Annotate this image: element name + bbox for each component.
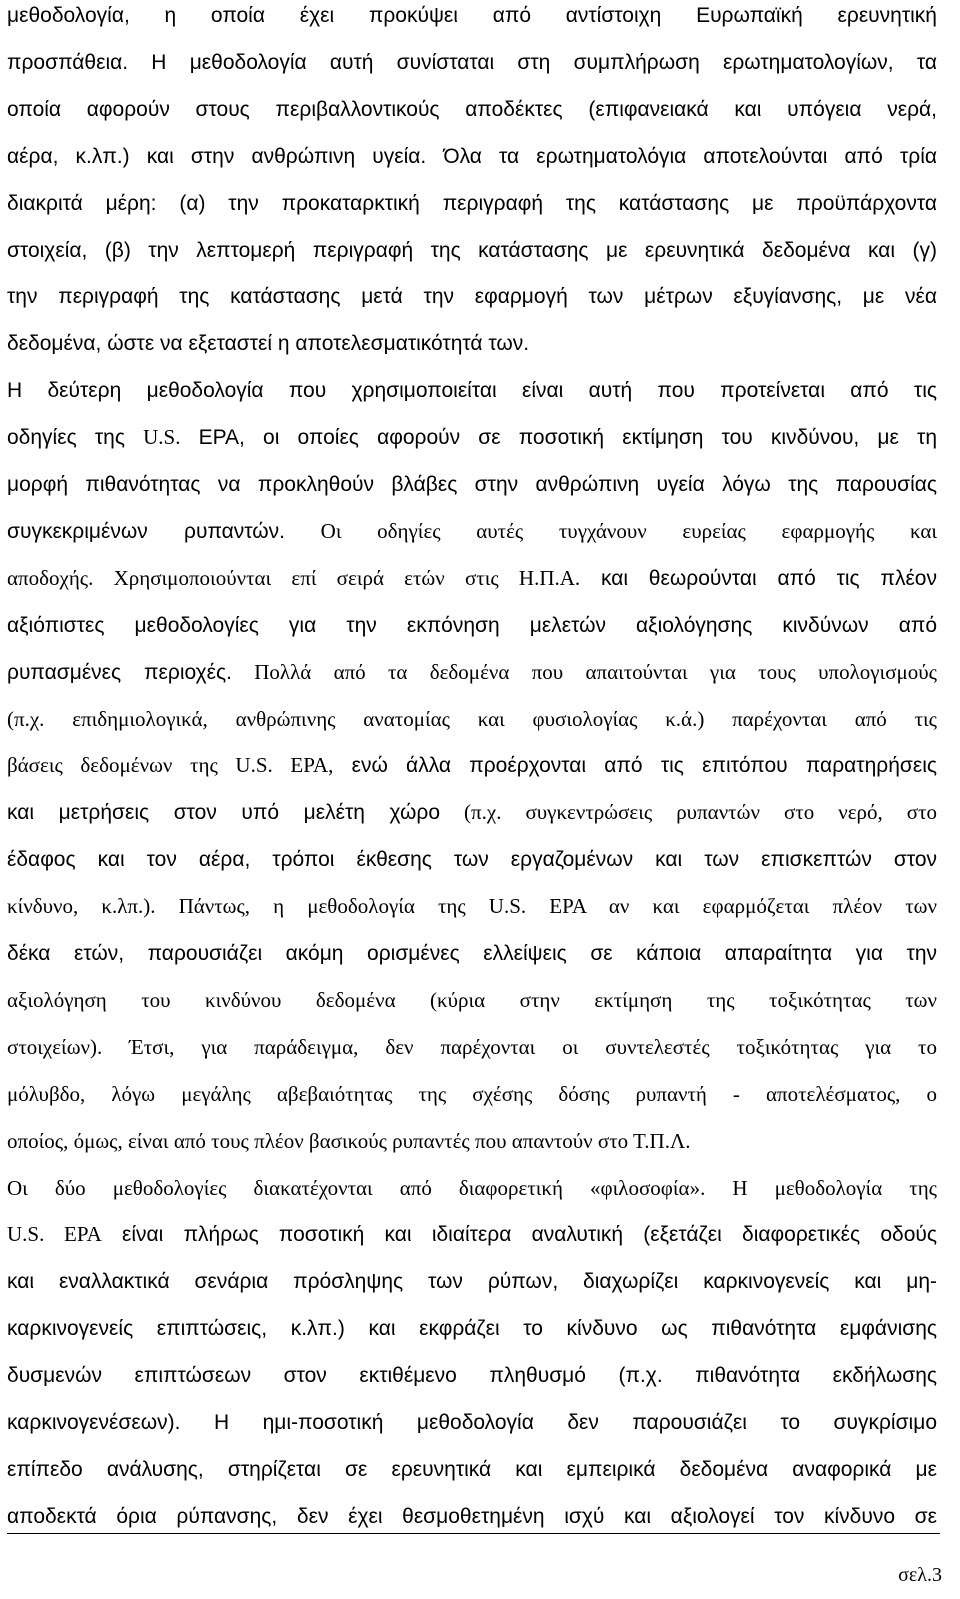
text-line [7,1219,937,1249]
text-segment: αέρα, κ.λπ.) και στην ανθρώπινη υγεία. Όλα τα ερωτηματολόγια αποτελούνται από τρία [7,144,937,168]
text-segment: έδαφος και τον αέρα, τρόποι έκθεσης των εργαζομένων και των επισκεπτών στον [7,848,937,872]
text-line [7,750,937,780]
text-segment: Πολλά από τα δεδομένα που απαιτούνται για τους υπολογισμούς [231,659,938,684]
text-segment: (π.χ. επιδημιολογικά, ανθρώπινης ανατομίας και φυσιολογίας κ.ά.) παρέχονται από τις [7,706,937,731]
text-segment: Οι δύο μεθοδολογίες διακατέχονται από διαφορετική «φιλοσοφία». Η μεθοδολογία της [7,1175,937,1200]
footer-divider [7,1533,940,1534]
text-line [7,844,937,874]
text-segment: οποία αφορούν στους περιβαλλοντικούς αποδέκτες (επιφανειακά και υπόγεια νερά, [7,97,937,121]
text-segment: κίνδυνο, κ.λπ.). Πάντως, η μεθοδολογία της U.S. EPA αν και εφαρμόζεται πλέον των [7,894,937,919]
text-segment: και θεωρούνται από τις πλέον [580,566,937,590]
page-number: σελ.3 [898,1564,942,1586]
text-segment: U.S. EPA [7,1222,102,1247]
text-line [7,1079,937,1109]
text-line [7,375,937,405]
text-line [7,469,937,499]
text-line [7,141,937,171]
text-line [7,1501,937,1531]
text-segment: προσπάθεια. Η μεθοδολογία αυτή συνίσταται στη συμπλήρωση ερωτηματολογίων, τα [7,50,937,74]
text-segment: αποδεκτά όρια ρύπανσης, δεν έχει θεσμοθετημένη ισχύ και αξιολογεί τον κίνδυνο σε [7,1504,937,1528]
text-line [7,891,937,921]
text-segment: δυσμενών επιπτώσεων στον εκτιθέμενο πληθυσμό (π.χ. πιθανότητα εκδήλωσης [7,1364,937,1388]
text-segment: Οι οδηγίες αυτές τυγχάνουν ευρείας εφαρμογής και [285,518,937,543]
text-segment: μορφή πιθανότητας να προκληθούν βλάβες στην ανθρώπινη υγεία λόγω της παρουσίας [7,473,937,496]
text-line [7,422,937,452]
text-line [7,1266,937,1296]
text-line [7,610,937,640]
text-line [7,188,937,218]
text-segment: ρυπασμένες περιοχές. [7,660,232,684]
text-segment: είναι πλήρως ποσοτική και ιδιαίτερα αναλυτική (εξετάζει διαφορετικές οδούς [101,1223,937,1247]
text-line [7,1360,937,1390]
text-segment: αξιόπιστες μεθοδολογίες για την εκπόνηση μελετών αξιολόγησης κινδύνων από [7,613,937,637]
text-line [7,0,937,30]
text-line [7,94,937,124]
text-segment: ενώ άλλα προέρχονται από τις επιτόπου παρατηρήσεις [333,754,937,778]
text-segment: επίπεδο ανάλυσης, στηρίζεται σε ερευνητικά και εμπειρικά δεδομένα αναφορικά με [7,1457,937,1481]
text-line [7,516,937,546]
text-segment: και εναλλακτικά σενάρια πρόσληψης των ρύπων, διαχωρίζει καρκινογενείς και μη- [7,1270,937,1294]
text-line [7,328,937,358]
text-segment: (π.χ. συγκεντρώσεις ρυπαντών στο νερό, στο [440,800,938,825]
text-segment: U.S. [143,425,181,450]
text-segment: βάσεις δεδομένων της U.S. EPA, [7,753,334,778]
text-segment: οποίος, όμως, είναι από τους πλέον βασικούς ρυπαντές που απαντούν στο Τ.Π.Λ. [7,1128,691,1153]
text-segment: EPA, οι οποίες αφορούν σε ποσοτική εκτίμηση του κινδύνου, με τη [180,426,937,450]
text-segment: στοιχείων). Έτσι, για παράδειγμα, δεν παρέχονται οι συντελεστές τοξικότητας για το [7,1034,937,1059]
text-segment: οδηγίες της [7,426,144,450]
text-segment: συγκεκριμένων ρυπαντών. [7,519,286,543]
text-line [7,47,937,77]
text-segment: καρκινογενέσεων). Η ημι-ποσοτική μεθοδολογία δεν παρουσιάζει το συγκρίσιμο [7,1411,937,1434]
text-segment: δεδομένα, ώστε να εξεταστεί η αποτελεσματικότητά των. [7,332,530,356]
text-line [7,657,937,687]
text-line [7,1126,937,1156]
text-line [7,1313,937,1343]
text-line [7,1407,937,1437]
text-segment: στοιχεία, (β) την λεπτομερή περιγραφή της κατάστασης με ερευνητικά δεδομένα και (γ) [7,238,937,262]
text-segment: μόλυβδο, λόγω μεγάλης αβεβαιότητας της σχέσης δόσης ρυπαντή - αποτελέσματος, ο [7,1081,937,1106]
text-segment: την περιγραφή της κατάστασης μετά την εφαρμογή των μέτρων εξυγίανσης, με νέα [7,285,937,309]
text-line [7,938,937,968]
text-line [7,797,937,827]
text-line [7,1454,937,1484]
text-line [7,704,937,734]
text-segment: μεθοδολογία, η οποία έχει προκύψει από αντίστοιχη Ευρωπαϊκή ερευνητική [7,4,937,27]
text-segment: διακριτά μέρη: (α) την προκαταρκτική περιγραφή της κατάστασης με προϋπάρχοντα [7,191,937,215]
text-line [7,235,937,265]
text-segment: Η δεύτερη μεθοδολογία που χρησιμοποιείται είναι αυτή που προτείνεται από τις [7,379,937,403]
text-segment: αποδοχής. Χρησιμοποιούνται επί σειρά ετών στις Η.Π.Α. [7,565,581,590]
text-line [7,1173,937,1203]
text-segment: και μετρήσεις στον υπό μελέτη χώρο [7,801,441,825]
text-line [7,985,937,1015]
text-line [7,1032,937,1062]
text-segment: δέκα ετών, παρουσιάζει ακόμη ορισμένες ελλείψεις σε κάποια απαραίτητα για την [7,942,937,965]
text-line [7,563,937,593]
text-line [7,281,937,311]
text-segment: καρκινογενείς επιπτώσεις, κ.λπ.) και εκφράζει το κίνδυνο ως πιθανότητα εμφάνισης [7,1317,937,1341]
text-segment: αξιολόγηση του κινδύνου δεδομένα (κύρια στην εκτίμηση της τοξικότητας των [7,987,937,1012]
